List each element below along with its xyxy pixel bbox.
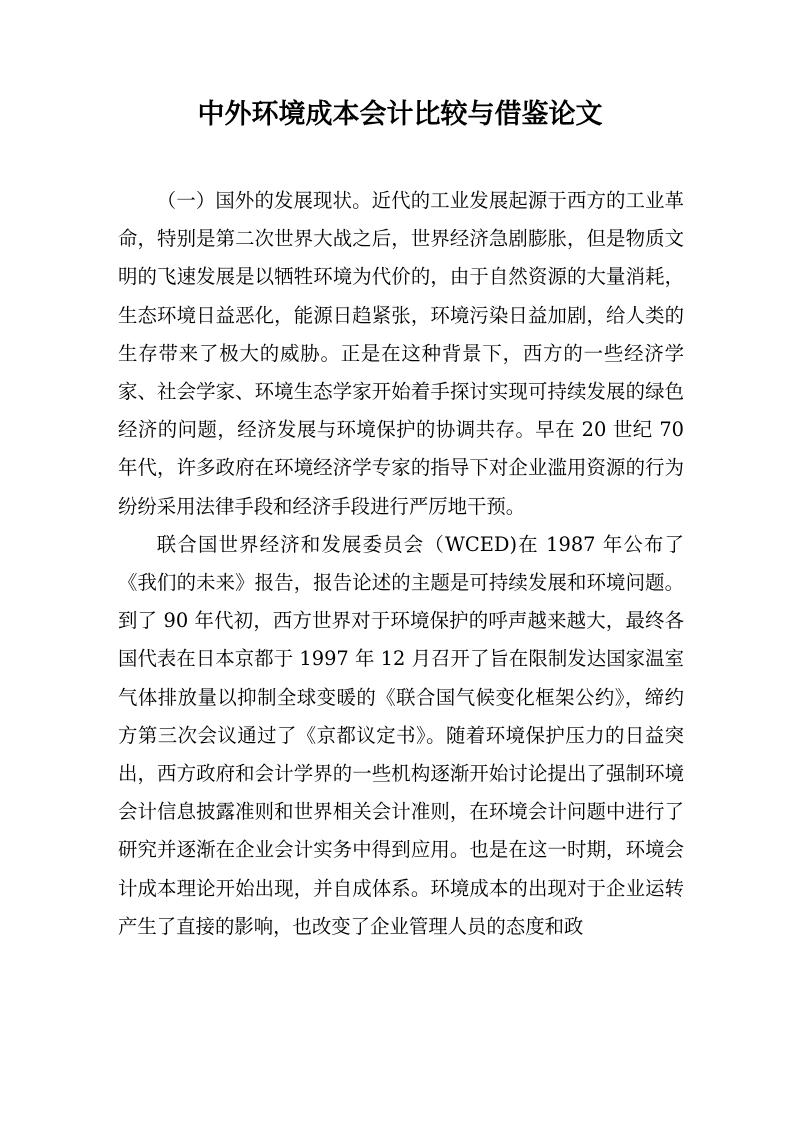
document-body — [118, 182, 684, 946]
document-title: 中外环境成本会计比较与借鉴论文 — [197, 99, 603, 130]
paragraph-2: 联合国世界经济和发展委员会（WCED)在 1987 年公布了《我们的未来》报告，报告论述的主题是可持续发展和环境问题。到了 90 年代初，西方世界对于环境保护的呼声越来越大，最终各国代表在日本京都于 1997 年 12 月召开了旨在限制发达国家温室气体排放量以抑制全球变暖的《联合国气候变化框架公约》，缔约方第三次会议通过了《京都议定书》。随着环境保护压力的日益突出，西方政府和会计学界的一些机构逐渐开始讨论提出了强制环境会计信息披露准则和世界相关会计准则，在环境会计问题中进行了研究并逐渐在企业会计实务中得到应用。也是在这一时期，环境会计成本理论开始出现，并自成体系。环境成本的出现对于企业运转产生了直接的影响，也改变了企业管理人员的态度和政 — [118, 532, 684, 938]
paragraph-1: （一）国外的发展现状。近代的工业发展起源于西方的工业革命，特别是第二次世界大战之后，世界经济急剧膨胀，但是物质文明的飞速发展是以牺牲环境为代价的，由于自然资源的大量消耗，生态环境日益恶化，能源日趋紧张，环境污染日益加剧，给人类的生存带来了极大的威胁。正是在这种背景下，西方的一些经济学家、社会学家、环境生态学家开始着手探讨实现可持续发展的绿色经济的问题，经济发展与环境保护的协调共存。早在 20 世纪 70 年代，许多政府在环境经济学专家的指导下对企业滥用资源的行为纷纷采用法律手段和经济手段进行严厉地干预。 — [118, 189, 684, 518]
